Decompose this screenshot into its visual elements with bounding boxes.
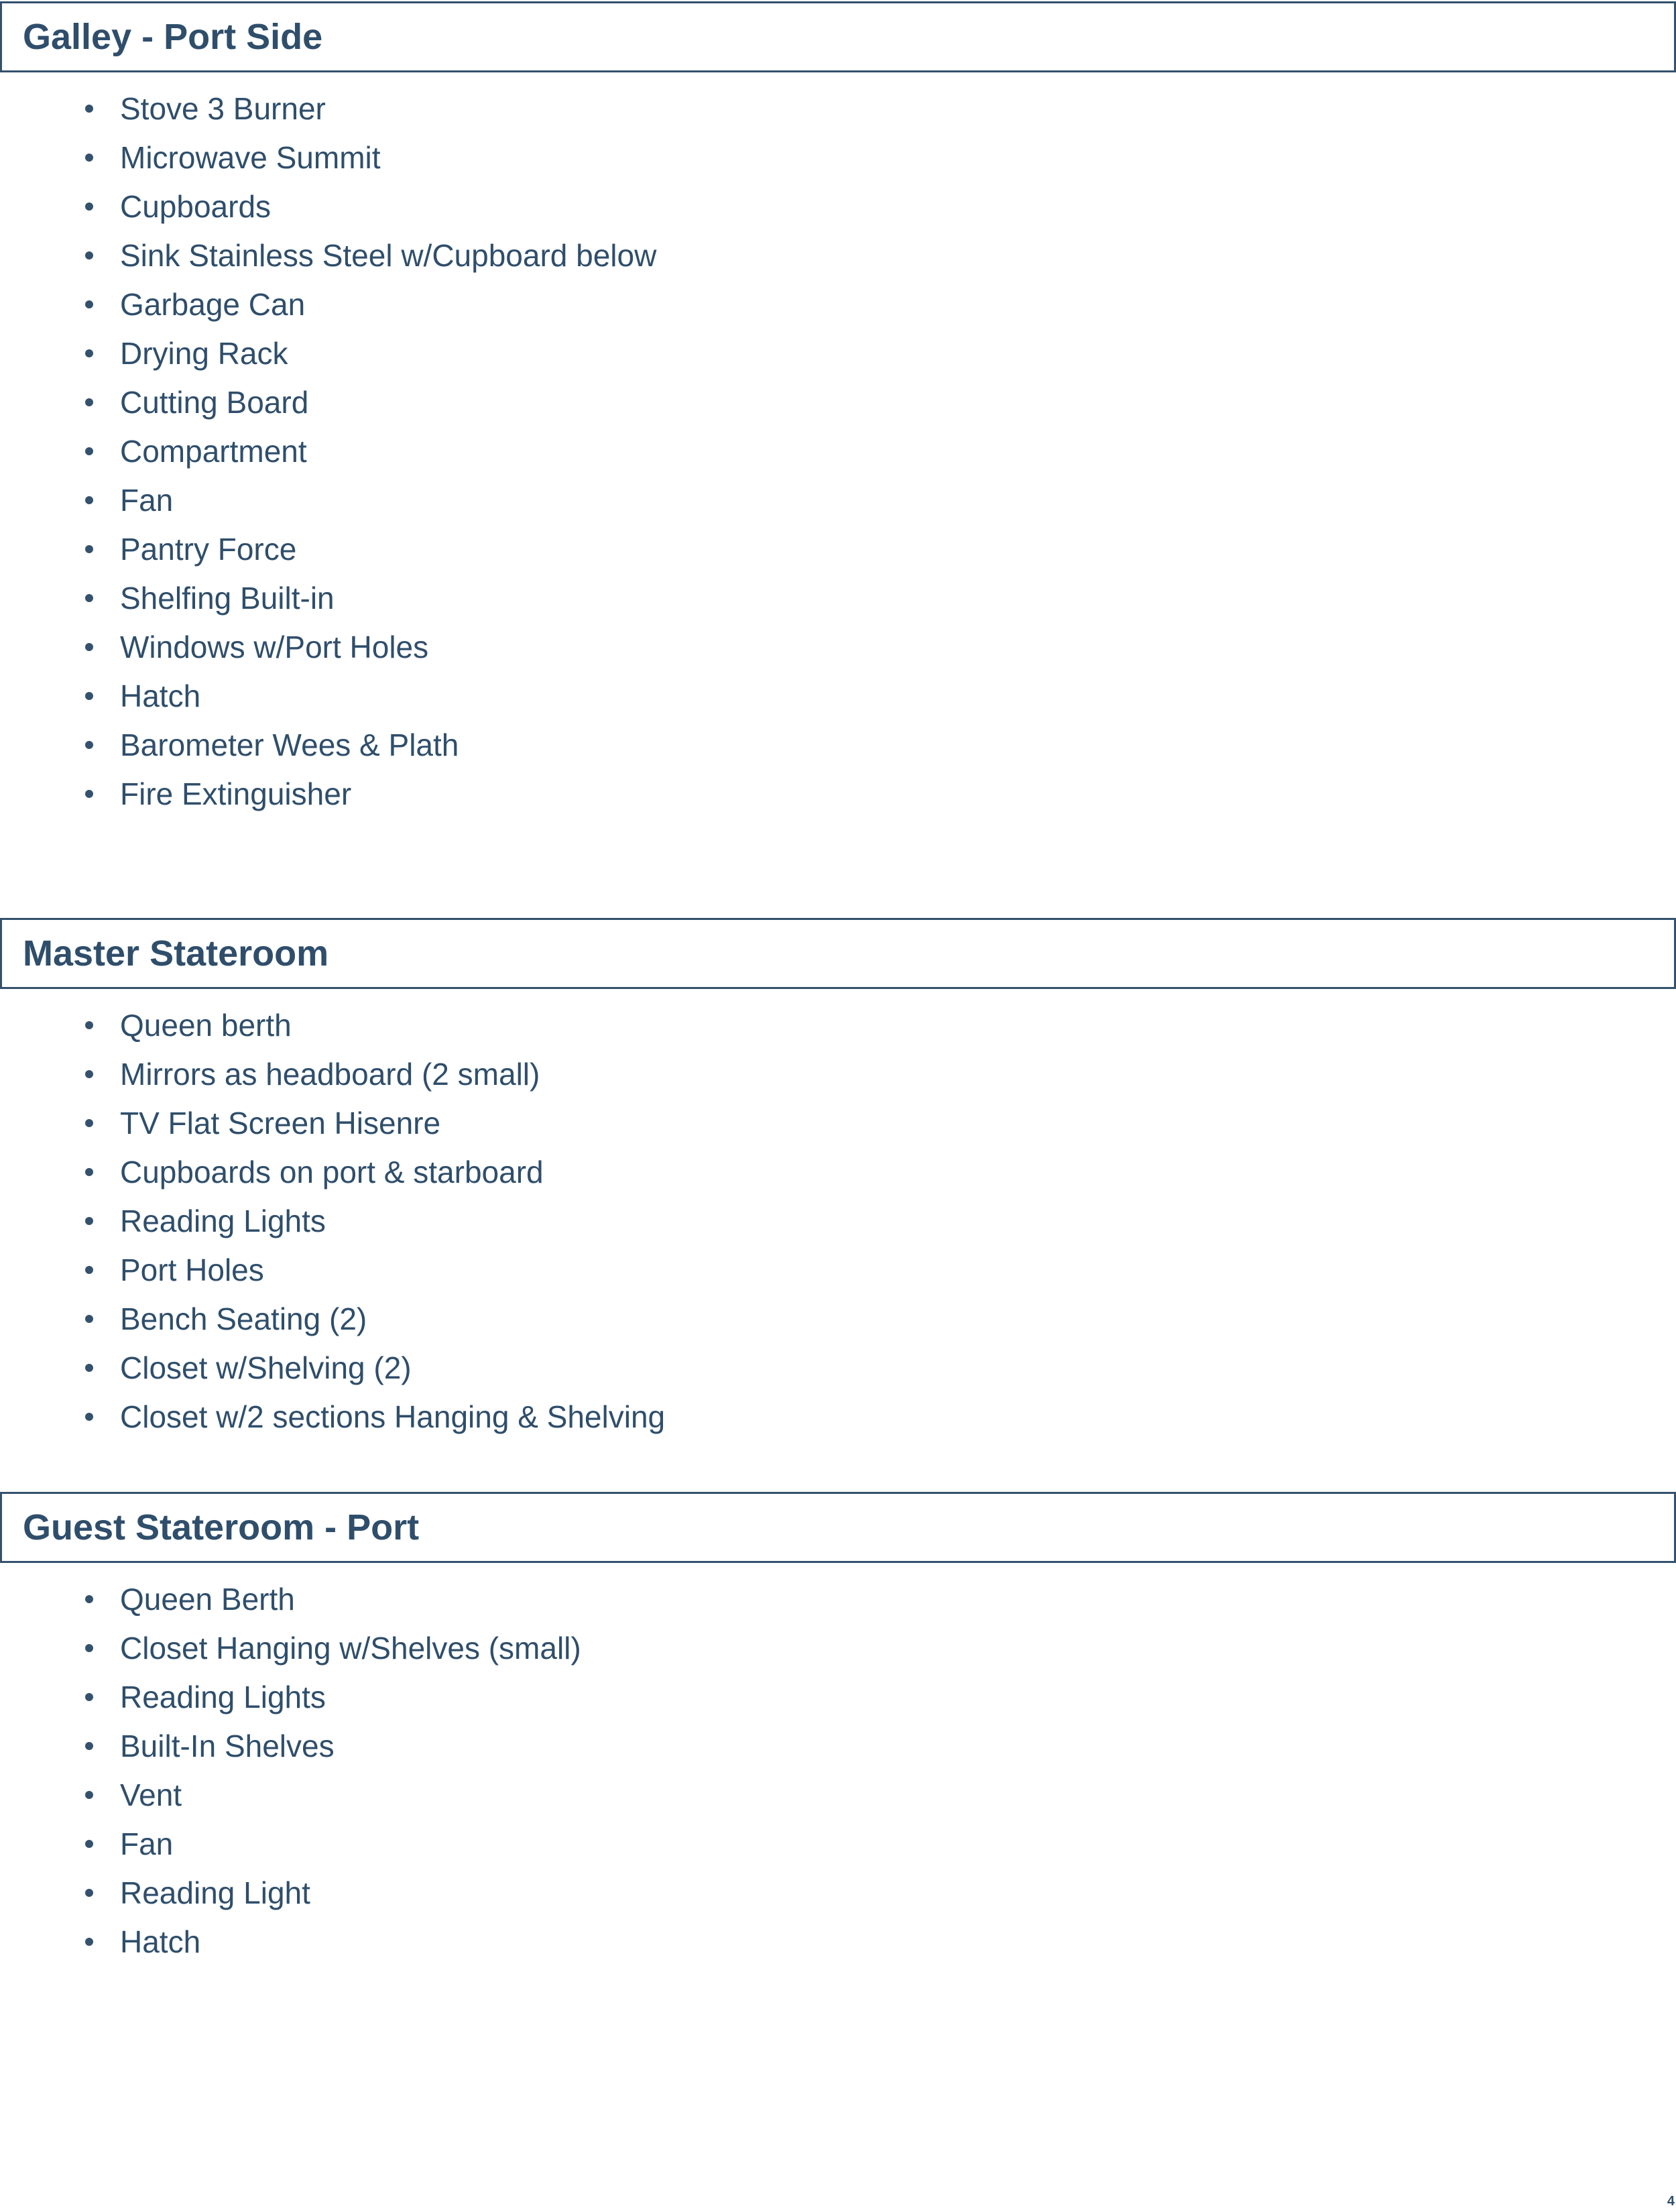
list-item-text: Reading Lights — [120, 1203, 326, 1238]
list-item — [0, 1294, 1676, 1343]
bullet-icon — [85, 496, 93, 504]
section-title: Galley - Port Side — [23, 17, 323, 57]
list-item-text: Windows w/Port Holes — [120, 629, 429, 664]
list-item-text: Queen berth — [120, 1007, 292, 1043]
list-item-text: Port Holes — [120, 1252, 264, 1287]
section-galley-port-side — [0, 1, 1676, 811]
bullet-icon — [85, 300, 93, 308]
list-item-text: Cutting Board — [120, 384, 309, 420]
list-item — [0, 1770, 1676, 1819]
list-item-text: Pantry Force — [120, 531, 297, 567]
list-item — [0, 377, 1676, 426]
bullet-icon — [85, 1168, 93, 1176]
list-item — [0, 720, 1676, 769]
bullet-icon — [85, 790, 93, 798]
bullet-icon — [85, 545, 93, 553]
list-item — [0, 1917, 1676, 1966]
list-item-text: Sink Stainless Steel w/Cupboard below — [120, 237, 657, 273]
list-item-text: Mirrors as headboard (2 small) — [120, 1056, 540, 1092]
bullet-icon — [85, 1644, 93, 1652]
section-master-stateroom — [0, 918, 1676, 1434]
bullet-icon — [85, 1595, 93, 1603]
list-item — [0, 622, 1676, 671]
list-item — [0, 1049, 1676, 1098]
list-item — [0, 1868, 1676, 1917]
list-item-text: Queen Berth — [120, 1581, 295, 1617]
list-item — [0, 1000, 1676, 1049]
bullet-icon — [85, 1742, 93, 1750]
bullet-icon — [85, 1070, 93, 1078]
list-item-text: Bench Seating (2) — [120, 1301, 367, 1336]
list-item — [0, 1623, 1676, 1672]
bullet-icon — [85, 251, 93, 259]
page-number: 4 — [1667, 2194, 1675, 2209]
list-item — [0, 133, 1676, 182]
bullet-icon — [85, 1119, 93, 1127]
section-header — [0, 918, 1676, 989]
list-item-text: TV Flat Screen Hisenre — [120, 1105, 441, 1141]
bullet-icon — [85, 1791, 93, 1799]
bullet-icon — [85, 398, 93, 406]
bullet-icon — [85, 741, 93, 749]
list-item — [0, 426, 1676, 475]
bullet-icon — [85, 154, 93, 162]
list-item — [0, 671, 1676, 720]
bullet-icon — [85, 202, 93, 211]
list-item — [0, 475, 1676, 524]
bullet-icon — [85, 1889, 93, 1897]
section-header — [0, 1, 1676, 72]
item-list — [0, 1574, 1676, 1966]
list-item-text: Microwave Summit — [120, 139, 381, 175]
bullet-icon — [85, 349, 93, 357]
bullet-icon — [85, 1938, 93, 1946]
list-item — [0, 1721, 1676, 1770]
list-item — [0, 1343, 1676, 1392]
list-item — [0, 524, 1676, 573]
list-item-text: Hatch — [120, 1924, 201, 1959]
bullet-icon — [85, 692, 93, 700]
list-item — [0, 769, 1676, 818]
list-item-text: Built-In Shelves — [120, 1728, 335, 1763]
list-item-text: Garbage Can — [120, 286, 306, 322]
list-item-text: Closet Hanging w/Shelves (small) — [120, 1630, 581, 1666]
bullet-icon — [85, 1266, 93, 1274]
list-item-text: Shelfing Built-in — [120, 580, 335, 616]
list-item-text: Cupboards on port & starboard — [120, 1154, 544, 1189]
item-list — [0, 84, 1676, 818]
list-item-text: Closet w/Shelving (2) — [120, 1350, 412, 1385]
bullet-icon — [85, 105, 93, 113]
list-item — [0, 231, 1676, 280]
bullet-icon — [85, 1364, 93, 1372]
section-title: Master Stateroom — [23, 933, 329, 974]
section-header — [0, 1492, 1676, 1563]
list-item-text: Stove 3 Burner — [120, 91, 326, 126]
list-item — [0, 84, 1676, 133]
section-guest-stateroom-port — [0, 1492, 1676, 1959]
list-item-text: Barometer Wees & Plath — [120, 727, 459, 762]
list-item-text: Closet w/2 sections Hanging & Shelving — [120, 1399, 666, 1434]
list-item-text: Cupboards — [120, 188, 272, 224]
bullet-icon — [85, 1693, 93, 1701]
list-item — [0, 1672, 1676, 1721]
list-item-text: Fan — [120, 482, 174, 518]
bullet-icon — [85, 594, 93, 602]
list-item-text: Fire Extinguisher — [120, 776, 352, 811]
list-item-text: Compartment — [120, 433, 307, 469]
list-item — [0, 1098, 1676, 1147]
list-item-text: Fan — [120, 1826, 174, 1861]
bullet-icon — [85, 643, 93, 651]
list-item — [0, 1819, 1676, 1868]
section-title: Guest Stateroom - Port — [23, 1507, 420, 1548]
list-item-text: Vent — [120, 1777, 182, 1812]
bullet-icon — [85, 1021, 93, 1029]
list-item — [0, 329, 1676, 377]
list-item-text: Drying Rack — [120, 335, 288, 371]
bullet-icon — [85, 1413, 93, 1421]
list-item — [0, 573, 1676, 622]
list-item — [0, 1574, 1676, 1623]
list-item — [0, 1196, 1676, 1245]
bullet-icon — [85, 1315, 93, 1323]
item-list — [0, 1000, 1676, 1441]
list-item — [0, 1147, 1676, 1196]
list-item-text: Reading Light — [120, 1875, 310, 1910]
bullet-icon — [85, 1217, 93, 1225]
list-item — [0, 280, 1676, 329]
list-item-text: Hatch — [120, 678, 201, 713]
bullet-icon — [85, 1840, 93, 1848]
list-item-text: Reading Lights — [120, 1679, 326, 1714]
list-item — [0, 1392, 1676, 1441]
list-item — [0, 182, 1676, 231]
bullet-icon — [85, 447, 93, 455]
list-item — [0, 1245, 1676, 1294]
